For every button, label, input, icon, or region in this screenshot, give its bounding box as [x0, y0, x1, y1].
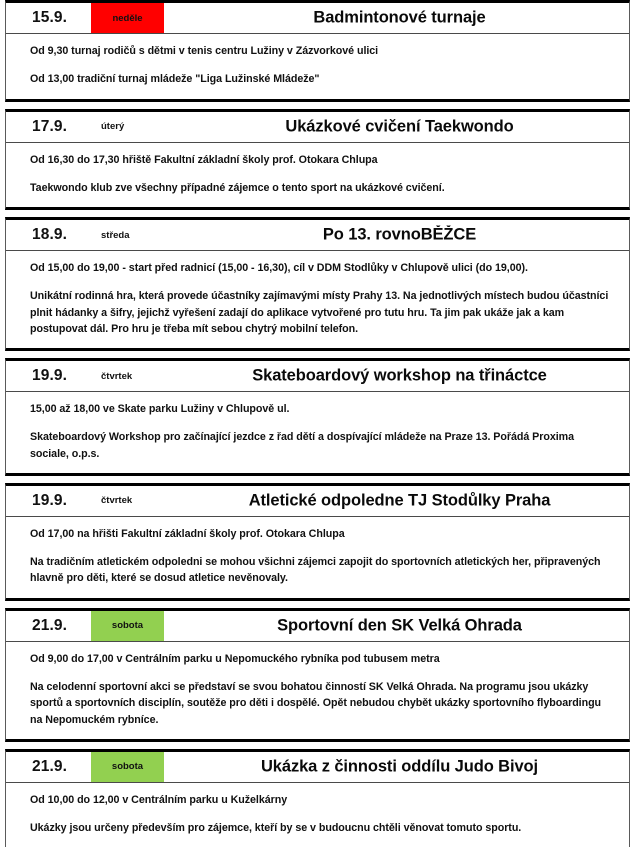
event-description: Ukázky jsou určeny především pro zájemce, kteří by se v budoucnu chtěli věnovat tomuto sportu.	[30, 822, 522, 835]
event-card-body	[6, 251, 629, 348]
event-card-header	[6, 3, 629, 34]
event-date: 18.9.	[32, 226, 67, 244]
event-card	[5, 483, 630, 601]
event-card	[5, 0, 630, 102]
event-card-body	[6, 517, 629, 598]
event-title: Ukázkové cvičení Taekwondo	[285, 117, 514, 136]
event-title: Skateboardový workshop na třináctce	[252, 366, 547, 385]
event-title: Sportovní den SK Velká Ohrada	[277, 616, 522, 635]
event-description: Na tradičním atletickém odpoledni se mohou všichni zájemci zapojit do sportovních atletických her, připravených hlavně pro děti, které se dosud atletice nevěnovaly.	[30, 556, 601, 585]
event-title: Po 13. rovnoBĚŽCE	[322, 225, 477, 244]
event-time-location: Od 9,00 do 17,00 v Centrálním parku u Nepomuckého rybníka pod tubusem metra	[30, 652, 440, 665]
event-date: 21.9.	[32, 757, 67, 775]
event-date: 15.9.	[32, 9, 67, 26]
event-description: Na celodenní sportovní akci se představí se svou bohatou činností SK Velká Ohrada. Na programu jsou ukázky sportů a sportovních disciplín, soutěže pro děti i dospělé. Opět nebudou chybět ukázky sportovního flyboardingu na Nepomuckém rybníce.	[30, 680, 602, 726]
event-title: Badmintonové turnaje	[313, 8, 486, 27]
event-card-body	[6, 642, 629, 739]
event-card	[5, 749, 630, 847]
event-time-location: Od 9,30 turnaj rodičů s dětmi v tenis centru Lužiny v Zázvorkové ulici	[30, 45, 379, 57]
event-card-body	[6, 392, 629, 473]
event-card-body	[6, 34, 629, 99]
event-card-header	[6, 752, 629, 783]
event-weekday-badge: čtvrtek	[101, 495, 133, 507]
event-card-header	[6, 611, 629, 642]
event-time-location: 15,00 až 18,00 ve Skate parku Lužiny v Chlupově ul.	[30, 403, 290, 416]
event-description: Taekwondo klub zve všechny případné zájemce o tento sport na ukázkové cvičení.	[30, 181, 445, 194]
event-card-header	[6, 112, 629, 143]
event-card-body	[6, 143, 629, 208]
event-card-header	[6, 220, 629, 251]
event-card-header	[6, 486, 629, 517]
event-weekday-badge: čtvrtek	[101, 370, 133, 382]
event-title: Ukázka z činnosti oddílu Judo Bivoj	[260, 757, 539, 776]
event-date: 21.9.	[32, 616, 67, 634]
event-card-body	[6, 783, 629, 847]
event-description: Skateboardový Workshop pro začínající jezdce z řad dětí a dospívající mládeže na Praze 13. Pořádá Proxima sociale, o.p.s.	[30, 431, 574, 460]
event-time-location: Od 10,00 do 12,00 v Centrálním parku u Kuželkárny	[30, 793, 288, 806]
event-weekday-badge: sobota	[91, 611, 164, 641]
event-card	[5, 217, 630, 351]
event-card	[5, 109, 630, 211]
event-description: Od 13,00 tradiční turnaj mládeže "Liga Lužinské Mládeže"	[30, 73, 320, 86]
event-weekday-badge: středa	[101, 229, 130, 241]
event-weekday-badge: neděle	[91, 3, 164, 33]
event-description: Unikátní rodinná hra, která provede účastníky zajímavými místy Prahy 13. Na jednotlivých místech budou účastníci plnit hádanky a šifry, jejichž vyřešení zadají do aplikace vytvořené pro tutu hru. Ta jim pak ukáže jak a kam postupovat dál. Pro hru je třeba mít sebou chytrý mobilní telefon.	[30, 290, 609, 335]
event-time-location: Od 17,00 na hřišti Fakultní základní školy prof. Otokara Chlupa	[30, 527, 345, 540]
event-card	[5, 358, 630, 476]
event-time-location: Od 15,00 do 19,00 - start před radnicí (15,00 - 16,30), cíl v DDM Stodlůky v Chlupově ulici (do 19,00).	[30, 262, 528, 275]
event-date: 19.9.	[32, 491, 67, 509]
event-card-header	[6, 361, 629, 392]
event-date: 17.9.	[32, 117, 67, 135]
event-card	[5, 608, 630, 742]
event-weekday-badge: úterý	[101, 121, 125, 133]
event-weekday-badge: sobota	[91, 752, 164, 782]
event-time-location: Od 16,30 do 17,30 hřiště Fakultní základní školy prof. Otokara Chlupa	[30, 153, 378, 166]
event-date: 19.9.	[32, 367, 67, 385]
event-title: Atletické odpoledne TJ Stodůlky Praha	[248, 491, 551, 510]
